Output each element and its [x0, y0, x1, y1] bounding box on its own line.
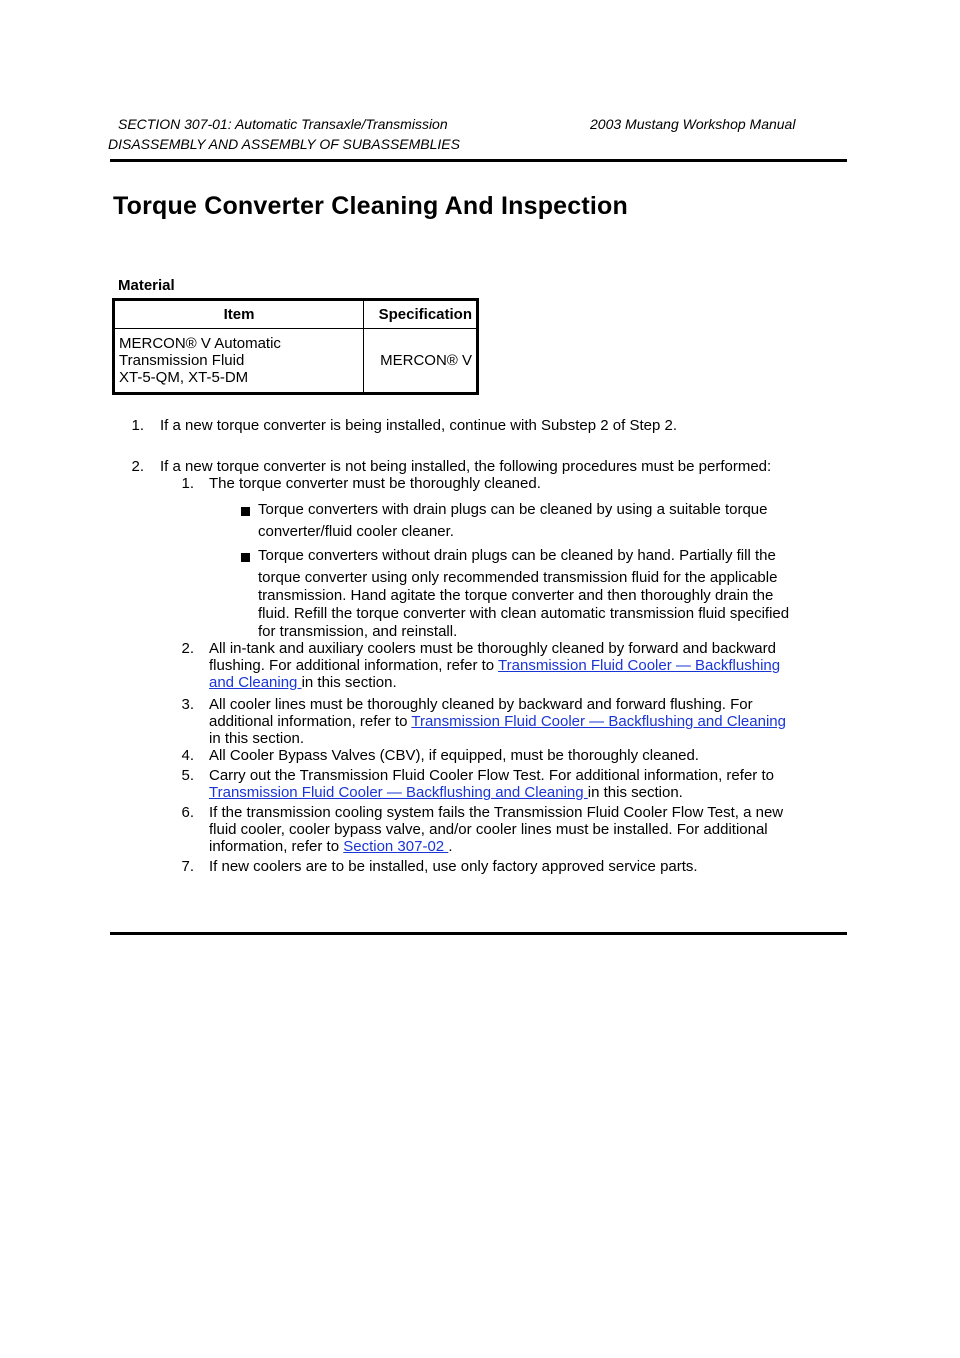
substep-number: 6. — [181, 804, 194, 821]
material-item-line: Transmission Fluid — [119, 352, 245, 369]
step-number: 2. — [131, 458, 144, 475]
substep-number: 5. — [181, 767, 194, 784]
bullet-line: fluid. Refill the torque converter with clean automatic transmission fluid specified — [258, 605, 790, 622]
step-text: If a new torque converter is being installed, continue with Substep 2 of Step 2. — [160, 417, 677, 434]
substep-line: in this section. — [209, 730, 305, 747]
bullet-line: for transmission, and reinstall. — [258, 623, 458, 640]
square-bullet-icon — [241, 507, 250, 516]
substep-text — [209, 804, 783, 855]
substep-line: If the transmission cooling system fails the Transmission Fluid Cooler Flow Test, a new — [209, 804, 784, 821]
substep-line: Carry out the Transmission Fluid Cooler Flow Test. For additional information, refer to — [209, 767, 774, 784]
material-item-line: XT-5-QM, XT-5-DM — [119, 369, 249, 386]
bullet-line: Torque converters without drain plugs can be cleaned by hand. Partially fill the — [258, 547, 776, 564]
bullet-text — [258, 501, 767, 541]
substep-text: If new coolers are to be installed, use only factory approved service parts. — [209, 858, 698, 875]
substep-line: information, refer to — [209, 838, 344, 855]
material-item-cell — [114, 329, 364, 394]
substep-text: The torque converter must be thoroughly cleaned. — [209, 475, 541, 492]
material-spec-cell: MERCON® V — [364, 329, 478, 394]
step-number: 1. — [131, 417, 144, 434]
header-divider — [110, 159, 847, 162]
column-header-item: Item — [114, 300, 364, 329]
table-header-row — [114, 300, 478, 329]
link-fluid-cooler-backflushing[interactable]: Transmission Fluid Cooler — Backflushing — [498, 657, 781, 674]
step-text: If a new torque converter is not being installed, the following procedures must be performed: — [160, 458, 772, 475]
substep-line: in this section. — [301, 674, 397, 691]
link-fluid-cooler-flow-test[interactable]: Transmission Fluid Cooler — Backflushing and Cleaning — [209, 784, 588, 801]
substep-number: 7. — [181, 858, 194, 875]
substep-line: flushing. For additional information, refer to — [209, 657, 499, 674]
link-section-307-02[interactable]: Section 307-02 — [343, 838, 449, 855]
link-fluid-cooler-cleaning[interactable]: and Cleaning — [209, 674, 302, 691]
page-title: Torque Converter Cleaning And Inspection — [113, 192, 628, 220]
substep-text — [209, 696, 786, 747]
bullet-line: torque converter using only recommended transmission fluid for the applicable — [258, 569, 778, 586]
bullet-line: Torque converters with drain plugs can be cleaned by using a suitable torque — [258, 501, 768, 518]
substep-number: 1. — [181, 475, 194, 492]
substep-number: 2. — [181, 640, 194, 657]
material-item-line: MERCON® V Automatic — [119, 335, 281, 352]
table-row — [114, 329, 478, 394]
substep-text: All Cooler Bypass Valves (CBV), if equipped, must be thoroughly cleaned. — [209, 747, 699, 764]
substep-text — [209, 767, 774, 801]
substep-line: All in-tank and auxiliary coolers must be thoroughly cleaned by forward and backward — [209, 640, 776, 657]
header-section-title: SECTION 307-01: Automatic Transaxle/Transmission — [118, 116, 448, 132]
bullet-text — [258, 547, 789, 641]
material-label: Material — [118, 277, 175, 294]
footer-divider — [110, 932, 847, 935]
substep-number: 4. — [181, 747, 194, 764]
substep-number: 3. — [181, 696, 194, 713]
header-manual-title: 2003 Mustang Workshop Manual — [590, 116, 796, 132]
substep-line: . — [448, 838, 453, 855]
substep-line: in this section. — [587, 784, 683, 801]
bullet-line: transmission. Hand agitate the torque converter and then thoroughly drain the — [258, 587, 774, 604]
bullet-line: converter/fluid cooler cleaner. — [258, 523, 454, 540]
material-table — [112, 298, 479, 395]
column-header-specification: Specification — [364, 300, 478, 329]
substep-line: All cooler lines must be thoroughly cleaned by backward and forward flushing. For — [209, 696, 753, 713]
substep-line: additional information, refer to — [209, 713, 412, 730]
substep-text — [209, 640, 780, 691]
substep-line: fluid cooler, cooler bypass valve, and/or cooler lines must be installed. For additional — [209, 821, 768, 838]
square-bullet-icon — [241, 553, 250, 562]
link-fluid-cooler-backflushing-cleaning[interactable]: Transmission Fluid Cooler — Backflushing and Cleaning — [411, 713, 786, 730]
header-subtitle: DISASSEMBLY AND ASSEMBLY OF SUBASSEMBLIES — [108, 136, 460, 152]
